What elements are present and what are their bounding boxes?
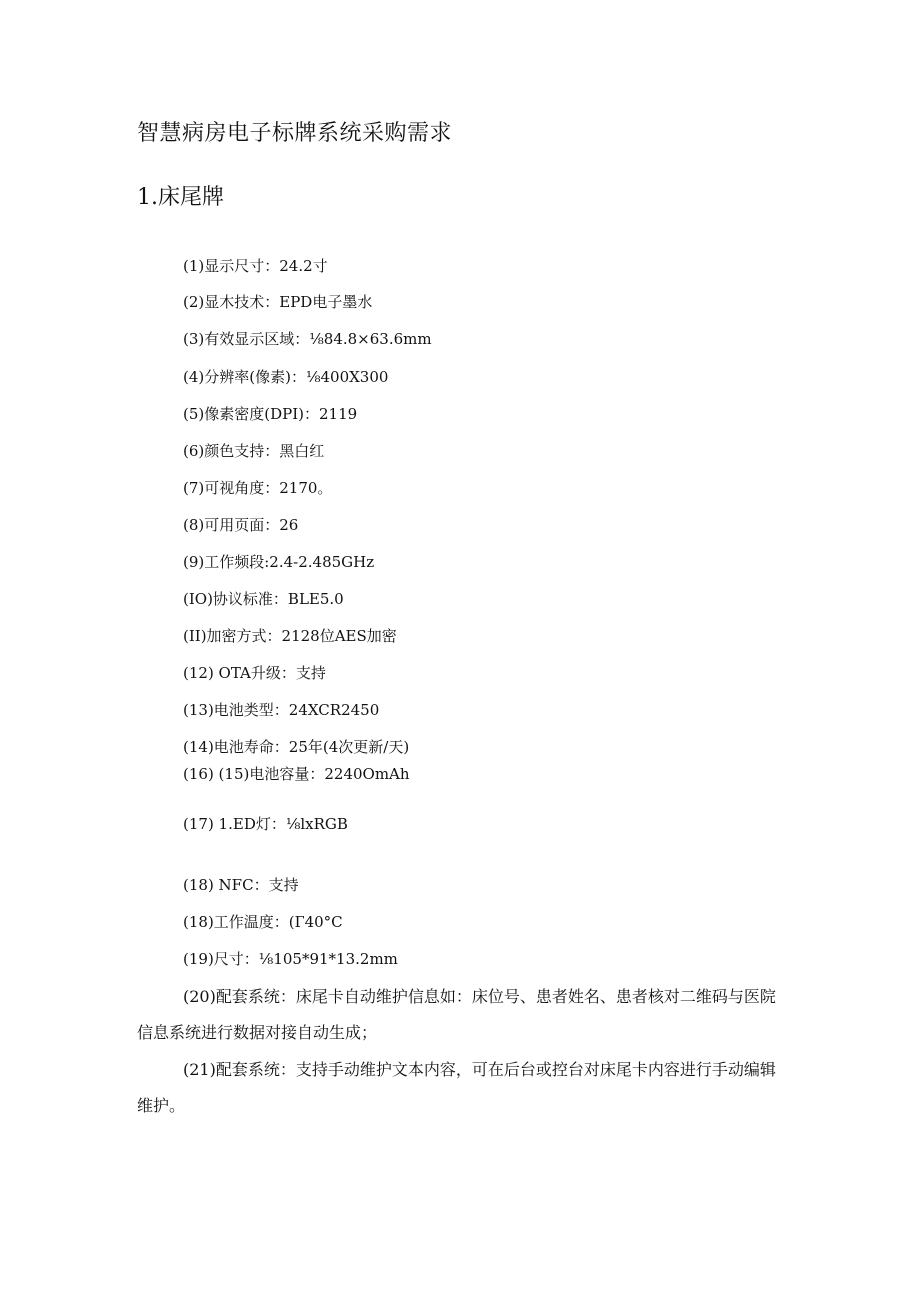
spec-item: (12) OTA升级：支持: [183, 664, 326, 682]
spec-item: (18)工作温度：(Г40°C: [183, 913, 343, 931]
spec-item: (4)分辨率(像素)：⅛400X300: [183, 368, 389, 386]
spec-item: (13)电池类型：24XCR2450: [183, 701, 380, 719]
spec-item: (16) (15)电池容量：2240OmAh: [183, 765, 410, 783]
spec-item: (6)颜色支持：黑白红: [183, 442, 325, 460]
paragraph-21: (21)配套系统：支持手动维护文本内容，可在后台或控台对床尾卡内容进行手动编辑维护。: [137, 1060, 776, 1115]
spec-item: (17) 1.ED灯：⅛lxRGB: [183, 815, 348, 833]
section-heading: 1.床尾牌: [137, 185, 224, 210]
spec-item: (9)工作频段:2.4-2.485GHz: [183, 553, 375, 571]
spec-item: (18) NFC：支持: [183, 876, 299, 894]
spec-item: (14)电池寿命：25年(4次更新/天): [183, 738, 410, 756]
spec-item: (19)尺寸：⅛105*91*13.2mm: [183, 950, 398, 968]
spec-item: (8)可用页面：26: [183, 516, 299, 534]
spec-item: (5)像素密度(DPI)：2119: [183, 405, 358, 423]
paragraph-20: (20)配套系统：床尾卡自动维护信息如：床位号、患者姓名、患者核对二维码与医院信息系统进行数据对接自动生成；: [137, 987, 776, 1042]
document-title: 智慧病房电子标牌系统采购需求: [137, 121, 453, 146]
spec-item: (3)有效显示区域：⅛84.8×63.6mm: [183, 330, 432, 348]
spec-item: (2)显木技术：EPD电子墨水: [183, 293, 373, 311]
spec-item: (1)显示尺寸：24.2寸: [183, 257, 328, 275]
spec-item: (II)加密方式：2128位AES加密: [183, 627, 397, 645]
spec-item: (7)可视角度：2170。: [183, 479, 333, 497]
spec-item: (IO)协议标准：BLE5.0: [183, 590, 344, 608]
